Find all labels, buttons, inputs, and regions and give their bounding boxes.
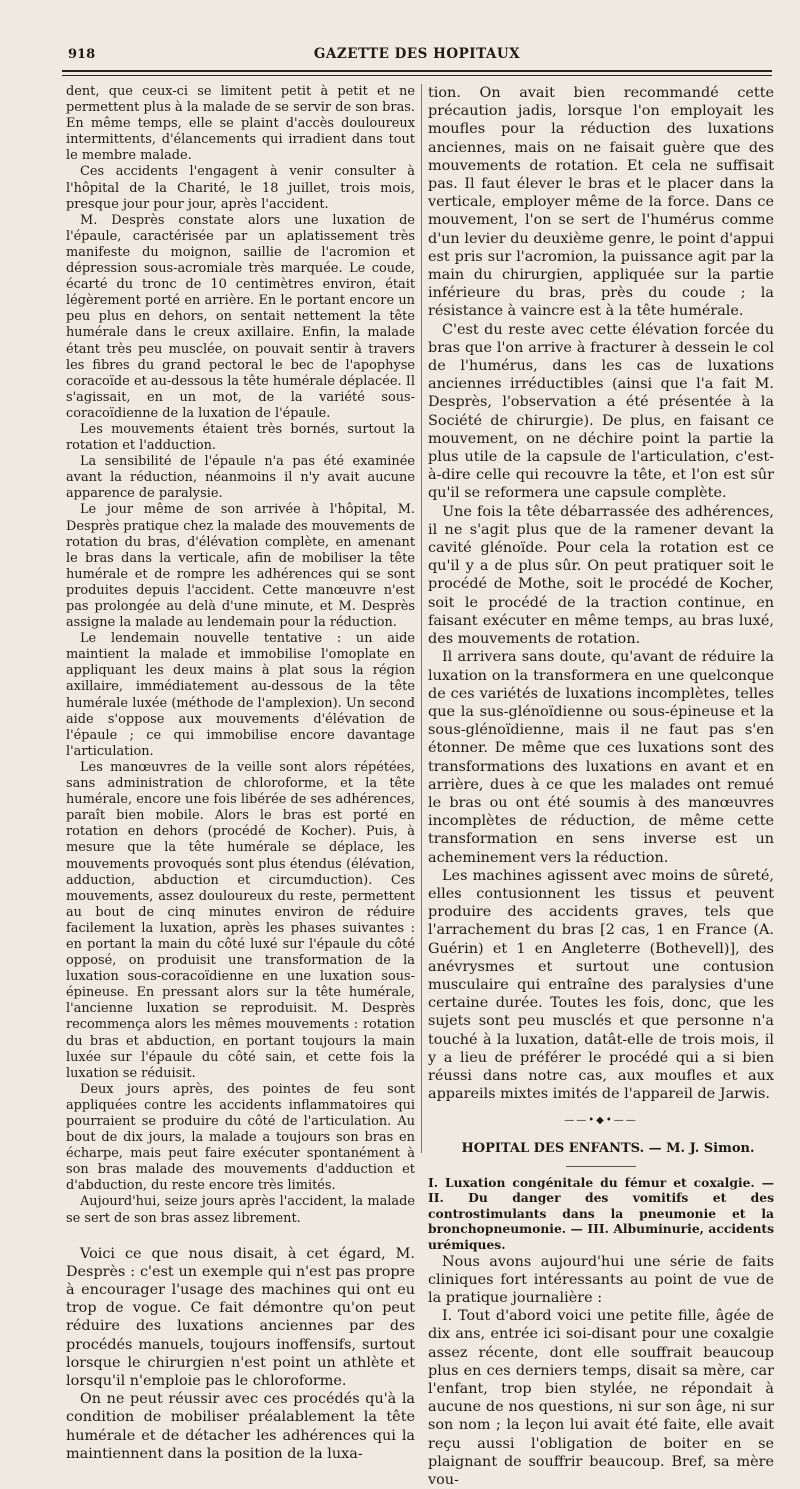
column-divider (421, 84, 422, 1153)
paragraph: Le jour même de son arrivée à l'hôpital, M. Desprès pratique chez la malade des mouvements de rotation du bras, d'élévation complète, en amenant le bras dans la verticale, afin de mobiliser la tête humérale et de rompre les adhérences qui se sont produites depuis l'accident. Cette manœuvre n'est pas prolongée au delà d'une minute, et M. Desprès assigne la malade au lendemain pour la réduction. (66, 502, 415, 631)
paragraph: Les mouvements étaient très bornés, surtout la rotation et l'adduction. (66, 421, 415, 454)
paragraph: La sensibilité de l'épaule n'a pas été examinée avant la réduction, néanmoins il n'y avait aucune apparence de paralysie. (66, 454, 415, 502)
section-title: HOPITAL DES ENFANTS. — M. J. Simon. (461, 1141, 755, 1157)
commentary-paragraph: Une fois la tête débarrassée des adhérences, il ne s'agit plus que de la ramener devant la cavité glénoïde. Pour cela la rotation est ce qu'il y a de plus sûr. On peut pratiquer soit le procédé de Mothe, soit le procédé de Kocher, soit le procédé de la traction continue, en faisant exécuter en même temps, au bras luxé, des mouvements de rotation. (428, 503, 774, 648)
title-rule (566, 1166, 636, 1167)
spacer (66, 1227, 415, 1245)
paragraph: I. Tout d'abord voici une petite fille, âgée de dix ans, entrée ici soi-disant pour une coxalgie assez récente, dont elle souffrait beaucoup plus en ces derniers temps, disait sa mère, car l'enfant, trop bien stylée, ne répondait à aucune de nos questions, ni sur son âge, ni sur son nom ; la leçon lui avait été faite, elle avait reçu aussi l'obligation de boiter en se plaignant de souffrir beaucoup. Bref, sa mère vou- (428, 1308, 774, 1488)
paragraph: Nous avons aujourd'hui une série de faits cliniques fort intéressants au point de vue de la pratique journalière : (428, 1253, 774, 1306)
paragraph: Les manœuvres de la veille sont alors répétées, sans administration de chloroforme, et la tête humérale, encore une fois libérée de ses adhérences, paraît bien mobile. Alors le bras est porté en rotation en dehors (procédé de Kocher). Puis, à mesure que la tête humérale se déplace, les mouvements provoqués sont plus étendus (élévation, adduction, abduction et circumduction). Ces mouvements, assez douloureux du reste, permettent au bout de cinq minutes environ de réduire facilement la luxation, après les phases suivantes : en portant la main du côté luxé sur l'épaule du côté opposé, on produisit une transformation de la luxation sous-coracoïdienne en une luxation sous-épineuse. En pressant alors sur la tête humérale, l'ancienne luxation se reproduisit. M. Desprès recommença alors les mêmes mouvements : rotation du bras et abduction, en portant toujours la main luxée sur l'épaule du côté sain, et cette fois la luxation se réduisit. (66, 759, 415, 1081)
page-header (62, 44, 772, 66)
header-rule-thin (62, 75, 772, 76)
paragraph: Aujourd'hui, seize jours après l'accident, la malade se sert de son bras assez librement. (66, 1194, 415, 1226)
journal-title: GAZETTE DES HOPITAUX (313, 46, 521, 62)
left-column (66, 84, 415, 1462)
commentary-paragraph: On ne peut réussir avec ces procédés qu'à la condition de mobiliser préalablement la tête humérale et de détacher les adhérences qui la maintiennent dans la position de la luxa- (66, 1391, 415, 1462)
paragraph: Ces accidents l'engagent à venir consulter à l'hôpital de la Charité, le 18 juillet, trois mois, presque jour pour jour, après l'accident. (66, 164, 415, 212)
page-number: 918 (68, 47, 96, 62)
paragraph: dent, que ceux-ci se limitent petit à petit et ne permettent plus à la malade de se servir de son bras. En même temps, elle se plaint d'accès douloureux intermittents, d'élancements qui irradient dans tout le membre malade. (66, 84, 415, 164)
header-rule (62, 70, 772, 72)
paragraph: M. Desprès constate alors une luxation de l'épaule, caractérisée par un aplatissement très manifeste du moignon, saillie de l'acromion et dépression sous-acromiale très marquée. Le coude, écarté du tronc de 10 centimètres environ, était légèrement porté en arrière. En le portant encore un peu plus en dehors, on sentait nettement la tête humérale dans le creux axillaire. Enfin, la malade étant très peu musclée, on pouvait sentir à travers les fibres du grand pectoral le bec de l'apophyse coracoïde et au-dessous la tête humérale déplacée. Il s'agissait, en un mot, de la variété sous-coracoïdienne de la luxation de l'épaule. (66, 212, 415, 421)
paragraph: Deux jours après, des pointes de feu sont appliquées contre les accidents inflammatoires qui pourraient se produire du côté de l'articulation. Au bout de dix jours, la malade a toujours son bras en écharpe, mais peut faire exécuter spontanément à son bras malade des mouvements d'adduction et d'abduction, du reste encore très limités. (66, 1081, 415, 1194)
commentary-paragraph: Il arrivera sans doute, qu'avant de réduire la luxation on la transformera en une quelconque de ces variétés de luxations incomplètes, telles que la sus-glénoïdienne ou sous-épineuse et la sous-glénoïdienne, mais il ne faut pas s'en étonner. De même que ces luxations sont des transformations des luxations en avant et en arrière, dues à ce que les malades ont remué le bras ou ont été soumis à des manœuvres incomplètes de réduction, de même cette transformation en sens inverse est un acheminement vers la réduction. (428, 649, 774, 866)
section-separator: ——•◆•—— (564, 1115, 638, 1127)
paragraph: Le lendemain nouvelle tentative : un aide maintient la malade et immobilise l'omoplate en appliquant les deux mains à plat sous la région axillaire, immédiatement au-dessous de la tête humérale luxée (méthode de l'amplexion). Un second aide s'oppose aux mouvements d'élévation de l'épaule ; ce qui immobilise encore davantage l'articulation. (66, 631, 415, 759)
commentary-paragraph: tion. On avait bien recommandé cette précaution jadis, lorsque l'on employait les moufles pour la réduction des luxations anciennes, mais on ne faisait guère que des mouvements de rotation. Et cela ne suffisait pas. Il faut élever le bras et le placer dans la verticale, employer même de la force. Dans ce mouvement, l'on se sert de l'humérus comme d'un levier du deuxième genre, le point d'appui est pris sur l'acromion, la puissance agit par la main du chirurgien, appliquée sur la partie inférieure du bras, près du coude ; la résistance à vaincre est à la tête humérale. (428, 85, 774, 320)
right-column (428, 84, 774, 1488)
commentary-paragraph: Les machines agissent avec moins de sûreté, elles contusionnent les tissus et peuvent produire des accidents graves, tels que l'arrachement du bras [2 cas, 1 en France (A. Guérin) et 1 en Angleterre (Bothevell)], des anévrysmes et surtout une contusion musculaire qui entraîne des paralysies d'une certaine durée. Toutes les fois, donc, que les sujets sont peu musclés et que personne n'a touché à la luxation, datât-elle de trois mois, il y a lieu de préférer le procédé qui a si bien réussi dans notre cas, aux moufles et aux appareils mixtes imités de l'appareil de Jarwis. (428, 867, 774, 1103)
lecture-summary: I. Luxation congénitale du fémur et coxalgie. — II. Du danger des vomitifs et des controstimulants dans la pneumonie et la bronchopneumonie. — III. Albuminurie, accidents urémiques. (428, 1174, 774, 1252)
commentary-paragraph: Voici ce que nous disait, à cet égard, M. Desprès : c'est un exemple qui n'est pas propre à encourager l'usage des machines qui ont eu trop de vogue. Ce fait démontre qu'on peut réduire des luxations anciennes par des procédés manuels, toujours inoffensifs, surtout lorsque le chirurgien n'est point un athlète et lorsqu'il n'emploie pas le chloroforme. (66, 1245, 415, 1390)
commentary-paragraph: C'est du reste avec cette élévation forcée du bras que l'on arrive à fracturer à dessein le col de l'humérus, dans les cas de luxations anciennes irréductibles (ainsi que l'a fait M. Desprès, l'observation a été présentée à la Société de chirurgie). De plus, en faisant ce mouvement, on ne déchire point la partie la plus utile de la capsule de l'articulation, c'est-à-dire celle qui recouvre la tête, et l'on est sûr qu'il se reformera une capsule complète. (428, 321, 774, 502)
